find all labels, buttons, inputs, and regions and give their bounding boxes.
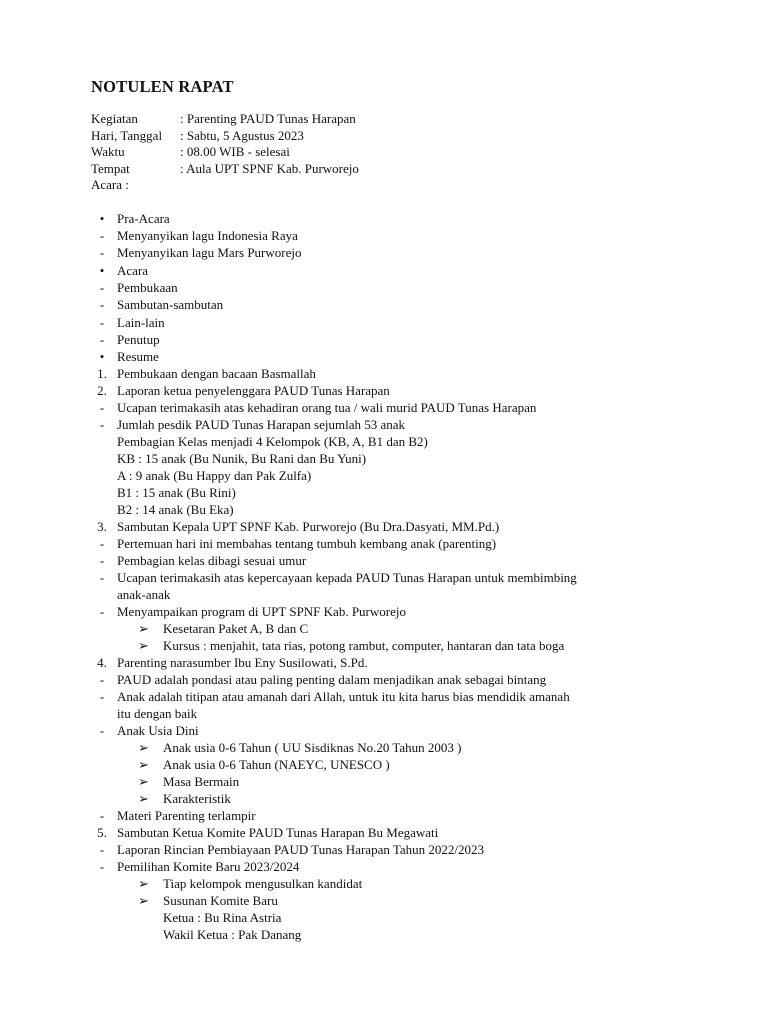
list-item-text: Materi Parenting terlampir — [117, 808, 256, 823]
list-item-text: Penutup — [117, 332, 160, 347]
list-item-text: itu dengan baik — [117, 706, 198, 721]
dash-marker: - — [99, 245, 105, 260]
section-heading-pra-acara: Pra-Acara — [117, 211, 170, 226]
list-item-text: Menyanyikan lagu Mars Purworejo — [117, 245, 302, 260]
number-marker: 4. — [97, 655, 107, 670]
list-item-text: Anak usia 0-6 Tahun ( UU Sisdiknas No.20 Tahun 2003 ) — [163, 740, 462, 755]
list-item-text: Ucapan terimakasih atas kepercayaan kepada PAUD Tunas Harapan untuk membimbing — [117, 570, 577, 585]
list-item-text: Menyampaikan program di UPT SPNF Kab. Purworejo — [117, 604, 406, 619]
number-marker: 5. — [97, 825, 107, 840]
list-item-text: B2 : 14 anak (Bu Eka) — [117, 502, 234, 517]
dash-marker: - — [99, 228, 105, 243]
list-item-text: KB : 15 anak (Bu Nunik, Bu Rani dan Bu Yuni) — [117, 451, 367, 466]
dash-marker: - — [99, 400, 105, 415]
dash-marker: - — [99, 332, 105, 347]
info-row-tempat — [91, 161, 359, 178]
info-value: : 08.00 WIB - selesai — [180, 144, 290, 160]
bullet-icon: • — [99, 349, 105, 364]
list-item-text: Laporan Rincian Pembiayaan PAUD Tunas Harapan Tahun 2022/2023 — [117, 842, 485, 857]
info-row-waktu — [91, 144, 359, 161]
list-item-text: anak-anak — [117, 587, 171, 602]
list-item-text: Anak Usia Dini — [117, 723, 199, 738]
list-item-text: Anak usia 0-6 Tahun (NAEYC, UNESCO ) — [163, 757, 390, 772]
dash-marker: - — [99, 723, 105, 738]
list-item-text: Laporan ketua penyelenggara PAUD Tunas Harapan — [117, 383, 390, 398]
dash-marker: - — [99, 315, 105, 330]
bullet-icon: • — [99, 263, 105, 278]
section-heading-resume: Resume — [117, 349, 159, 364]
info-row-acara — [91, 177, 359, 194]
section-heading-acara: Acara — [117, 263, 149, 278]
arrow-bullet-icon: ➢ — [138, 621, 149, 636]
arrow-bullet-icon: ➢ — [138, 774, 149, 789]
info-value: : Sabtu, 5 Agustus 2023 — [180, 127, 304, 143]
list-item-text: Lain-lain — [117, 315, 165, 330]
list-item-text: Karakteristik — [163, 791, 231, 806]
dash-marker: - — [99, 808, 105, 823]
document-title: NOTULEN RAPAT — [91, 77, 234, 96]
dash-marker: - — [99, 553, 105, 568]
info-label: Tempat — [91, 160, 130, 176]
info-row-hari-tanggal — [91, 128, 359, 145]
list-item-text: A : 9 anak (Bu Happy dan Pak Zulfa) — [117, 468, 312, 483]
dash-marker: - — [99, 417, 105, 432]
dash-marker: - — [99, 859, 105, 874]
list-item-text: Anak adalah titipan atau amanah dari Allah, untuk itu kita harus bias mendidik amanah — [117, 689, 570, 704]
info-label: Kegiatan — [91, 111, 138, 126]
list-item-text: Jumlah pesdik PAUD Tunas Harapan sejumlah 53 anak — [117, 417, 406, 432]
list-item-text: Wakil Ketua : Pak Danang — [163, 927, 302, 942]
list-item-text: Pertemuan hari ini membahas tentang tumbuh kembang anak (parenting) — [117, 536, 497, 551]
list-item-text: Pembagian Kelas menjadi 4 Kelompok (KB, A, B1 dan B2) — [117, 434, 428, 449]
list-item-text: Masa Bermain — [163, 774, 240, 789]
dash-marker: - — [99, 570, 105, 585]
info-value: : Aula UPT SPNF Kab. Purworejo — [180, 160, 359, 176]
list-item-text: Menyanyikan lagu Indonesia Raya — [117, 228, 298, 243]
list-item-text: Ketua : Bu Rina Astria — [163, 910, 282, 925]
arrow-bullet-icon: ➢ — [138, 638, 149, 653]
list-item-text: Pembukaan dengan bacaan Basmallah — [117, 366, 316, 381]
list-item-text: Parenting narasumber Ibu Eny Susilowati, S.Pd. — [117, 655, 368, 670]
arrow-bullet-icon: ➢ — [138, 876, 149, 891]
list-item-text: Ucapan terimakasih atas kehadiran orang tua / wali murid PAUD Tunas Harapan — [117, 400, 537, 415]
list-item-text: B1 : 15 anak (Bu Rini) — [117, 485, 236, 500]
list-item-text: Susunan Komite Baru — [163, 893, 278, 908]
number-marker: 2. — [97, 383, 107, 398]
dash-marker: - — [99, 842, 105, 857]
dash-marker: - — [99, 672, 105, 687]
dash-marker: - — [99, 297, 105, 312]
arrow-bullet-icon: ➢ — [138, 757, 149, 772]
bullet-icon: • — [99, 211, 105, 226]
arrow-bullet-icon: ➢ — [138, 740, 149, 755]
list-item-text: Sambutan Ketua Komite PAUD Tunas Harapan Bu Megawati — [117, 825, 439, 840]
meeting-info — [91, 111, 359, 194]
dash-marker: - — [99, 689, 105, 704]
info-row-kegiatan — [91, 111, 359, 128]
info-label: Acara : — [91, 177, 129, 193]
info-label: Hari, Tanggal — [91, 127, 163, 143]
list-item-text: Pembagian kelas dibagi sesuai umur — [117, 553, 307, 568]
list-item-text: Tiap kelompok mengusulkan kandidat — [163, 876, 363, 891]
arrow-bullet-icon: ➢ — [138, 791, 149, 806]
number-marker: 3. — [97, 519, 107, 534]
list-item-text: Pembukaan — [117, 280, 178, 295]
dash-marker: - — [99, 536, 105, 551]
list-item-text: Kesetaran Paket A, B dan C — [163, 621, 309, 636]
number-marker: 1. — [97, 366, 107, 381]
info-value: : Parenting PAUD Tunas Harapan — [180, 111, 356, 126]
arrow-bullet-icon: ➢ — [138, 893, 149, 908]
list-item-text: Sambutan-sambutan — [117, 297, 224, 312]
list-item-text: Kursus : menjahit, tata rias, potong rambut, computer, hantaran dan tata boga — [163, 638, 565, 653]
list-item-text: PAUD adalah pondasi atau paling penting dalam menjadikan anak sebagai bintang — [117, 672, 547, 687]
list-item-text: Sambutan Kepala UPT SPNF Kab. Purworejo (Bu Dra.Dasyati, MM.Pd.) — [117, 519, 500, 534]
dash-marker: - — [99, 280, 105, 295]
dash-marker: - — [99, 604, 105, 619]
list-item-text: Pemilihan Komite Baru 2023/2024 — [117, 859, 300, 874]
info-label: Waktu — [91, 144, 125, 160]
